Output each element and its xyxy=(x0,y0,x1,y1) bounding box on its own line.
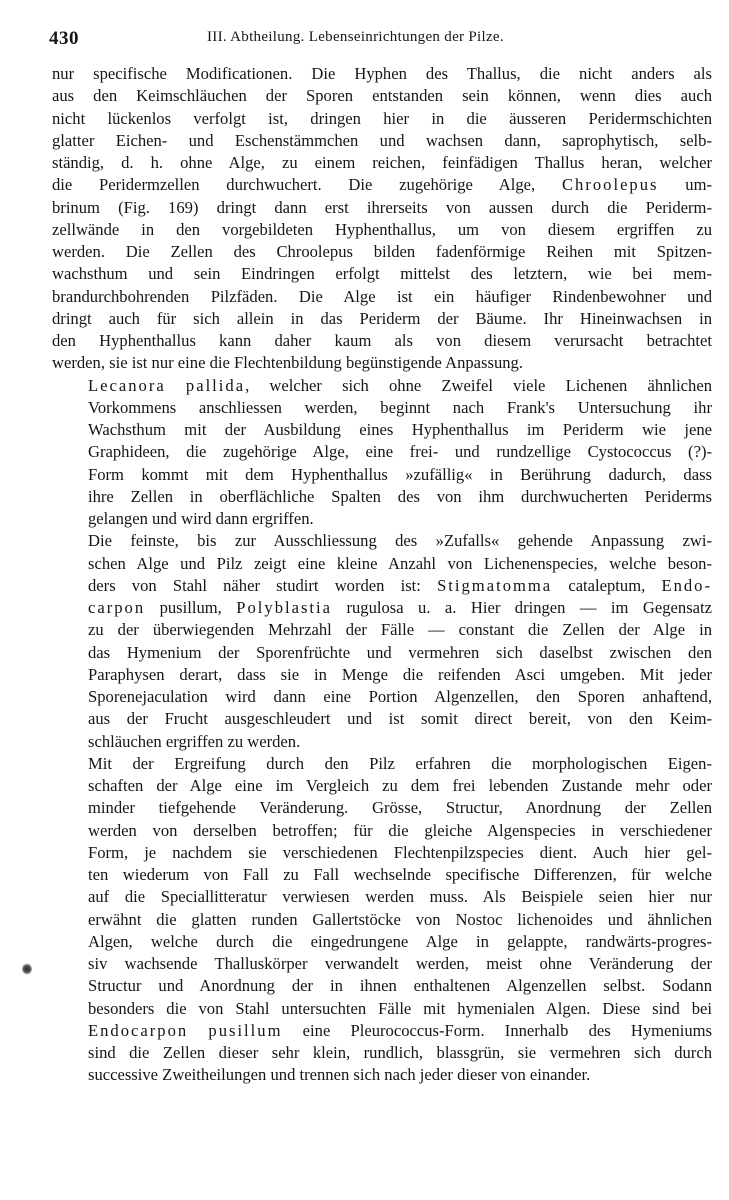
text-line xyxy=(52,797,712,819)
text-segment: besonders die von Stahl untersuchten Fälle mit hymenialen Algen. Diese sind bei xyxy=(88,998,712,1018)
text-line xyxy=(52,553,712,575)
paragraph xyxy=(52,753,712,1087)
text-segment: dringt auch für sich allein in das Periderm der Bäume. Ihr Hineinwachsen in xyxy=(52,308,712,328)
text-line xyxy=(52,1042,712,1064)
text-segment: eine Pleurococcus-Form. Innerhalb des Hymeniums xyxy=(282,1020,712,1040)
text-line xyxy=(52,575,712,597)
text-segment: schläuchen ergriffen zu werden. xyxy=(88,731,301,751)
text-segment: minder tiefgehende Veränderung. Grösse, Structur, Anordnung der Zellen xyxy=(88,798,712,818)
text-segment: aus den Keimschläuchen der Sporen entstanden sein können, wenn dies auch xyxy=(52,86,712,106)
text-line xyxy=(52,263,712,285)
running-head-title: III. Abtheilung. Lebenseinrichtungen der Pilze. xyxy=(207,29,504,45)
text-line xyxy=(52,219,712,241)
text-line xyxy=(52,775,712,797)
spaced-name: Chroolepus xyxy=(561,175,659,195)
text-segment: cataleptum, xyxy=(552,575,662,595)
text-line xyxy=(52,664,712,686)
text-line xyxy=(52,931,712,953)
text-line xyxy=(52,508,712,530)
text-line xyxy=(52,419,712,441)
text-segment: wachsthum und sein Eindringen erfolgt mittelst des letztern, wie bei mem- xyxy=(52,264,712,284)
text-line xyxy=(52,152,712,174)
text-line xyxy=(52,975,712,997)
text-line xyxy=(52,708,712,730)
text-line xyxy=(52,642,712,664)
text-line xyxy=(52,753,712,775)
text-segment: ständig, d. h. ohne Alge, zu einem reichen, feinfädigen Thallus heran, welcher xyxy=(52,153,712,172)
text-segment: aus der Frucht ausgeschleudert und ist somit direct bereit, von den Keim- xyxy=(88,709,712,729)
text-line xyxy=(52,886,712,908)
text-line xyxy=(52,85,712,107)
text-line xyxy=(52,286,712,308)
text-segment: werden, sie ist nur eine die Flechtenbildung begünstigende Anpassung. xyxy=(52,353,523,373)
text-segment: ihre Zellen in oberflächliche Spalten des von ihm durchwucherten Periderms xyxy=(88,486,712,506)
text-segment: Graphideen, die zugehörige Alge, eine frei- und rundzellige Cystococcus (?)- xyxy=(88,442,712,462)
text-line xyxy=(52,197,712,219)
text-segment: erwähnt die glatten runden Gallertstöcke von Nostoc lichenoides und ähnlichen xyxy=(88,909,712,929)
text-segment: Algen, welche durch die eingedrungene Alge in gelappte, randwärts-progres- xyxy=(88,931,712,951)
text-segment: pusillum, xyxy=(145,598,237,617)
text-segment: zu der überwiegenden Mehrzahl der Fälle — constant die Zellen der Alge in xyxy=(88,620,712,640)
text-segment: Sporenejaculation wird dann eine Portion Algenzellen, den Sporen anhaftend, xyxy=(88,687,712,706)
text-segment: Mit der Ergreifung durch den Pilz erfahren die morphologischen Eigen- xyxy=(88,753,712,773)
text-line xyxy=(52,842,712,864)
text-line xyxy=(52,1020,712,1042)
text-segment: glatter Eichen- und Eschenstämmchen und wachsen dann, saprophytisch, selb- xyxy=(52,130,712,150)
text-segment: nur specifische Modificationen. Die Hyphen des Thallus, die nicht anders als xyxy=(52,64,712,83)
text-line xyxy=(52,530,712,552)
text-segment xyxy=(188,1021,208,1040)
text-line xyxy=(52,241,712,263)
text-line xyxy=(52,174,712,196)
body-text xyxy=(52,63,712,1087)
text-segment: sind die Zellen dieser sehr klein, rundlich, blassgrün, sie vermehren sich durch xyxy=(88,1043,712,1062)
text-segment: Form, je nachdem sie verschiedenen Flechtenpilzspecies dient. Auch hier gel- xyxy=(88,842,712,862)
spaced-name: Polyblastia xyxy=(236,598,333,617)
text-line xyxy=(52,998,712,1020)
text-line xyxy=(52,1064,712,1086)
text-line xyxy=(52,731,712,753)
text-segment: auf die Speciallitteratur verwiesen werden muss. Als Beispiele seien hier nur xyxy=(88,887,712,907)
text-segment xyxy=(166,376,186,395)
text-line xyxy=(52,464,712,486)
paragraph xyxy=(52,63,712,375)
text-segment: um- xyxy=(658,175,712,195)
text-line xyxy=(52,909,712,931)
spaced-name: carpon xyxy=(88,598,146,617)
text-line xyxy=(52,820,712,842)
text-line xyxy=(52,108,712,130)
text-segment: schaften der Alge eine im Vergleich zu dem frei lebenden Zustande mehr oder xyxy=(88,776,712,795)
spaced-name: pallida xyxy=(185,375,246,395)
text-line xyxy=(52,597,712,619)
text-line xyxy=(52,441,712,463)
text-segment: ders von Stahl näher studirt worden ist: xyxy=(88,575,438,595)
text-segment: schen Alge und Pilz zeigt eine kleine Anzahl von Lichenenspecies, welche beson- xyxy=(88,553,712,573)
text-segment: Form kommt mit dem Hyphenthallus »zufällig« in Berührung dadurch, dass xyxy=(88,464,712,484)
text-segment: den Hyphenthallus kann daher kaum als von diesem verursacht betrachtet xyxy=(52,331,712,350)
text-line xyxy=(52,486,712,508)
text-line xyxy=(52,864,712,886)
text-line xyxy=(52,130,712,152)
text-line xyxy=(52,352,712,374)
text-segment: das Hymenium der Sporenfrüchte und vermehren sich daselbst zwischen den xyxy=(88,642,712,662)
text-segment: rugulosa u. a. Hier dringen — im Gegensatz xyxy=(332,598,712,617)
text-segment: nicht lückenlos verfolgt ist, dringen hier in die äusseren Peridermschichten xyxy=(52,108,712,128)
text-line xyxy=(52,330,712,352)
paragraph xyxy=(52,530,712,753)
text-segment: successive Zweitheilungen und trennen sich nach jeder dieser von einander. xyxy=(88,1065,591,1085)
text-segment: brinum (Fig. 169) dringt dann erst ihrerseits von aussen durch die Periderm- xyxy=(52,197,712,217)
spaced-name: Stigmatomma xyxy=(437,575,553,595)
text-segment: die Peridermzellen durchwuchert. Die zugehörige Alge, xyxy=(52,175,562,195)
page-number: 430 xyxy=(49,28,79,49)
text-segment: , welcher sich ohne Zweifel viele Lichenen ähnlichen xyxy=(245,375,713,395)
text-segment: werden von derselben betroffen; für die gleiche Algenspecies in verschiedener xyxy=(88,820,712,840)
text-segment: zellwände in den vorgebildeten Hyphenthallus, um von diesem ergriffen zu xyxy=(52,219,712,239)
text-line xyxy=(52,308,712,330)
spaced-name: pusillum xyxy=(208,1020,283,1040)
paragraph xyxy=(52,375,712,531)
ink-speck xyxy=(22,963,32,975)
spaced-name: Endocarpon xyxy=(88,1020,189,1040)
text-line xyxy=(52,375,712,397)
text-segment: Die feinste, bis zur Ausschliessung des »Zufalls« gehende Anpassung zwi- xyxy=(88,531,712,551)
text-segment: ten wiederum von Fall zu Fall wechselnde specifische Differenzen, für welche xyxy=(88,865,712,884)
text-segment: siv wachsende Thalluskörper verwandelt werden, meist ohne Veränderung der xyxy=(88,954,712,973)
text-line xyxy=(52,397,712,419)
text-line xyxy=(52,619,712,641)
text-line xyxy=(52,686,712,708)
text-segment: brandurchbohrenden Pilzfäden. Die Alge ist ein häufiger Rindenbewohner und xyxy=(52,286,712,306)
running-head xyxy=(49,28,713,52)
text-line xyxy=(52,63,712,85)
text-segment: Wachsthum mit der Ausbildung eines Hyphenthallus im Periderm wie jene xyxy=(88,420,712,439)
text-segment: werden. Die Zellen des Chroolepus bilden fadenförmige Reihen mit Spitzen- xyxy=(52,242,712,261)
text-segment: Structur und Anordnung der in ihnen enthaltenen Algenzellen selbst. Sodann xyxy=(88,976,712,996)
text-segment: Vorkommens anschliessen werden, beginnt nach Frank's Untersuchung ihr xyxy=(88,397,712,417)
spaced-name: Lecanora xyxy=(88,375,166,395)
text-segment: gelangen und wird dann ergriffen. xyxy=(88,509,314,528)
text-segment: Paraphysen derart, dass sie in Menge die reifenden Asci umgeben. Mit jeder xyxy=(88,664,712,684)
spaced-name: Endo- xyxy=(661,575,712,595)
text-line xyxy=(52,953,712,975)
